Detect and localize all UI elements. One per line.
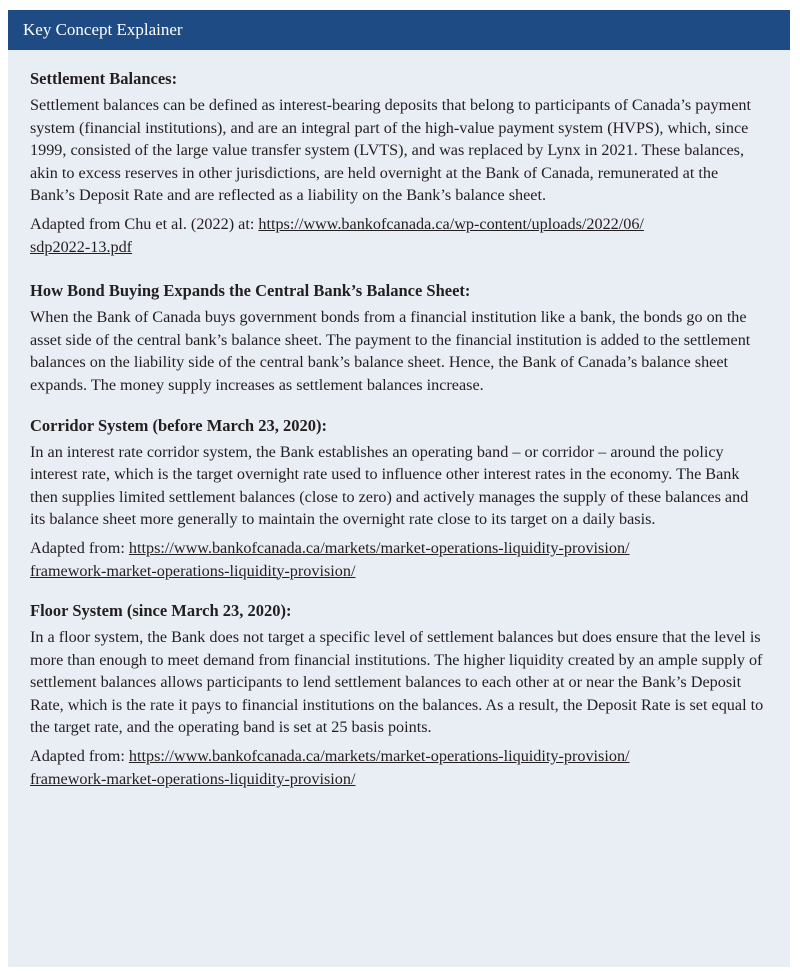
section-heading: How Bond Buying Expands the Central Bank’s Balance Sheet: — [30, 281, 471, 301]
section-body: Settlement balances can be defined as interest-bearing deposits that belong to participants of Canada’s payment system (financial institutions), and are an integral part of the high-value payment system (HVPS), which, since 1999, consisted of the large value transfer system (LVTS), and was replaced by Lynx in 2021. These balances, akin to excess reserves in other jurisdictions, are held overnight at the Bank of Canada, remunerated at the Bank’s Deposit Rate and are reflected as a liability on the Bank’s balance sheet. — [30, 96, 752, 205]
source-link-line2: framework-market-operations-liquidity-provision/ — [30, 561, 356, 580]
source-prefix: Adapted from Chu et al. (2022) at: — [30, 214, 259, 233]
source-prefix: Adapted from: — [30, 538, 129, 557]
section-floor-system — [30, 600, 766, 790]
section-corridor-system — [30, 415, 766, 583]
section-source — [30, 745, 766, 790]
key-concept-explainer-box — [8, 10, 790, 967]
box-content — [8, 50, 790, 790]
source-link-line1: https://www.bankofcanada.ca/wp-content/uploads/2022/06/ — [258, 214, 644, 233]
source-link-line1: https://www.bankofcanada.ca/markets/market-operations-liquidity-provision/ — [128, 747, 630, 766]
source-link-line2: sdp2022-13.pdf — [30, 237, 133, 256]
section-heading: Settlement Balances: — [30, 69, 178, 88]
box-title: Key Concept Explainer — [23, 20, 183, 39]
source-link-line1: https://www.bankofcanada.ca/markets/market-operations-liquidity-provision/ — [128, 538, 630, 557]
source-link-line2: framework-market-operations-liquidity-provision/ — [30, 769, 356, 788]
section-settlement-balances — [30, 68, 766, 258]
box-header — [8, 10, 790, 50]
section-bond-buying — [30, 280, 766, 396]
section-source — [30, 537, 766, 582]
section-body: When the Bank of Canada buys government bonds from a financial institution like a bank, the bonds go on the asset side of the central bank’s balance sheet. The payment to the financial institution is added to the settlement balances on the liability side of the central bank’s balance sheet. Hence, the Bank of Canada’s balance sheet expands. The money supply increases as settlement balances increase. — [30, 308, 751, 394]
section-body: In a floor system, the Bank does not target a specific level of settlement balances but does ensure that the level is more than enough to meet demand from financial institutions. The higher liquidity created by an ample supply of settlement balances allows participants to lend settlement balances to each other at or near the Bank’s Deposit Rate, which is the rate it pays to financial institutions on the balances. As a result, the Deposit Rate is set equal to the target rate, and the operating band is set at 25 basis points. — [30, 628, 764, 737]
section-heading: Corridor System (before March 23, 2020): — [30, 415, 327, 435]
source-prefix: Adapted from: — [30, 747, 129, 766]
section-heading: Floor System (since March 23, 2020): — [30, 601, 292, 621]
section-body: In an interest rate corridor system, the Bank establishes an operating band – or corridor – around the policy interest rate, which is the target overnight rate used to influence other interest rates in the economy. The Bank then supplies limited settlement balances (close to zero) and actively manages the supply of these balances and its balance sheet more generally to maintain the overnight rate close to its target on a daily basis. — [30, 442, 749, 529]
section-source — [30, 213, 766, 258]
